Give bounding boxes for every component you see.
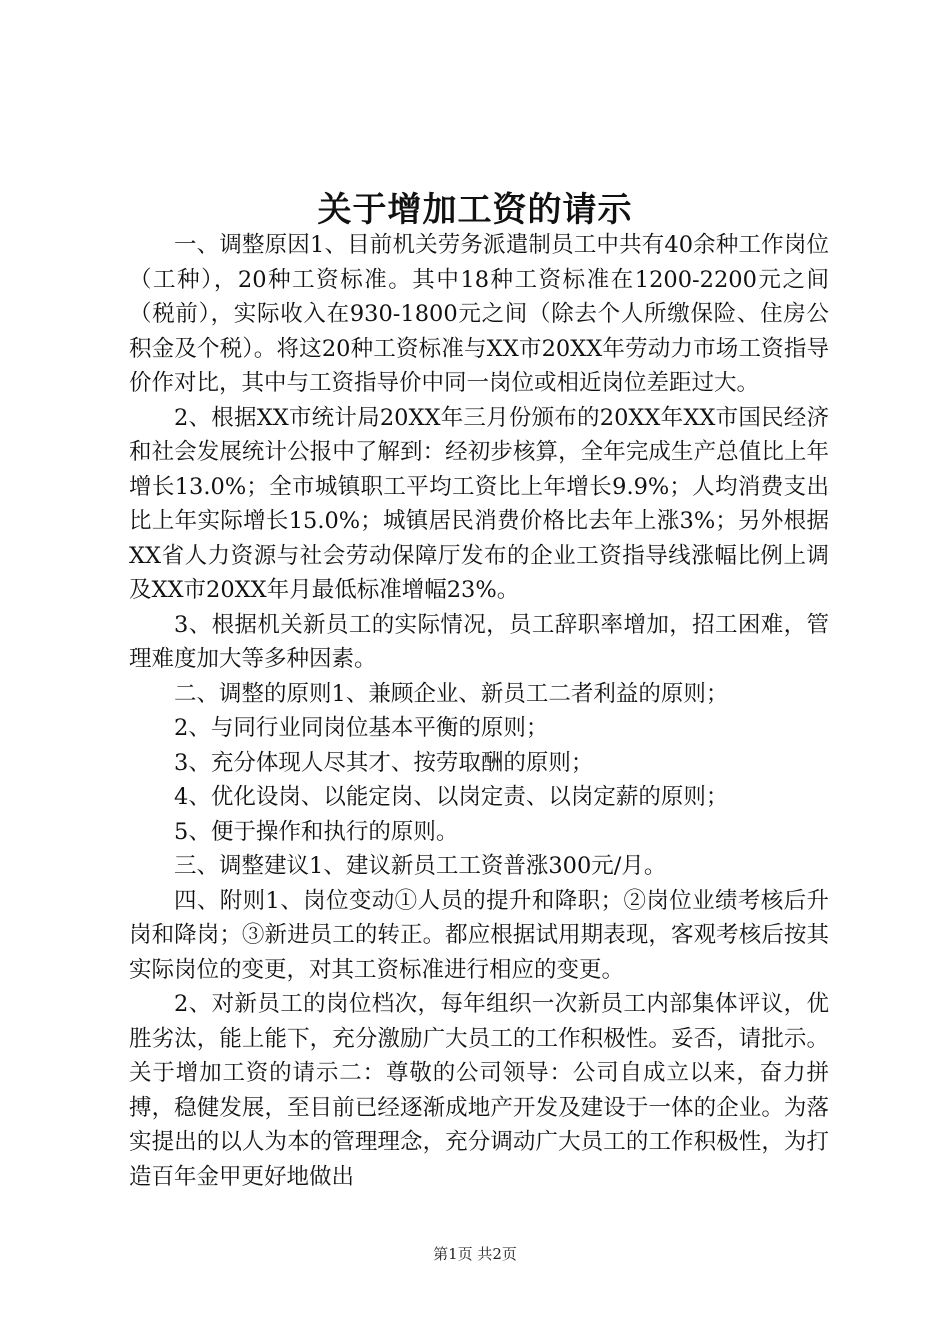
paragraph-principle-3: 3、充分体现人尽其才、按劳取酬的原则； (174, 749, 594, 776)
paragraph-principle-1: 二、调整的原则1、兼顾企业、新员工二者利益的原则； (174, 680, 729, 707)
paragraph-principle-4: 4、优化设岗、以能定岗、以岗定责、以岗定薪的原则； (174, 784, 729, 810)
document-title: 关于增加工资的请示 (317, 190, 633, 230)
paragraph-principle-2: 2、与同行业同岗位基本平衡的原则； (174, 715, 549, 741)
paragraph-appendix-1: 四、附则1、岗位变动①人员的提升和降职；②岗位业绩考核后升岗和降岗；③新进员工的转正。都应根据试用期表现，客观考核后按其实际岗位的变更，对其工资标准进行相应的变更。 (129, 887, 829, 983)
document-body (129, 228, 829, 1194)
paragraph-suggestion: 三、调整建议1、建议新员工工资普涨300元/月。 (174, 853, 667, 879)
page-footer: 第1页 共2页 (433, 1245, 517, 1263)
paragraph-principle-5: 5、便于操作和执行的原则。 (174, 818, 459, 845)
paragraph-adjustment-reason: 一、调整原因1、目前机关劳务派遣制员工中共有40余种工作岗位（工种），20种工资标准。其中18种工资标准在1200-2200元之间（税前），实际收入在930-1800元之间（除去个人所缴保险、住房公积金及个税）。将这20种工资标准与XX市20XX年劳动力市场工资指导价作对比，其中与工资指导价中同一岗位或相近岗位差距过大。 (129, 232, 829, 396)
paragraph-staff-situation: 3、根据机关新员工的实际情况，员工辞职率增加，招工困难，管理难度加大等多种因素。 (129, 611, 829, 672)
paragraph-appendix-2: 2、对新员工的岗位档次，每年组织一次新员工内部集体评议，优胜劣汰，能上能下，充分激励广大员工的工作积极性。妥否，请批示。关于增加工资的请示二：尊敬的公司领导：公司自成立以来，奋力拼搏，稳健发展，至目前已经逐渐成地产开发及建设于一体的企业。为落实提出的以人为本的管理理念，充分调动广大员工的工作积极性，为打造百年金甲更好地做出 (129, 991, 829, 1190)
paragraph-statistics: 2、根据XX市统计局20XX年三月份颁布的20XX年XX市国民经济和社会发展统计公报中了解到：经初步核算，全年完成生产总值比上年增长13.0%；全市城镇职工平均工资比上年增长9.9%；人均消费支出比上年实际增长15.0%；城镇居民消费价格比去年上涨3%；另外根据XX省人力资源与社会劳动保障厅发布的企业工资指导线涨幅比例上调及XX市20XX年月最低标准增幅23%。 (129, 404, 829, 603)
